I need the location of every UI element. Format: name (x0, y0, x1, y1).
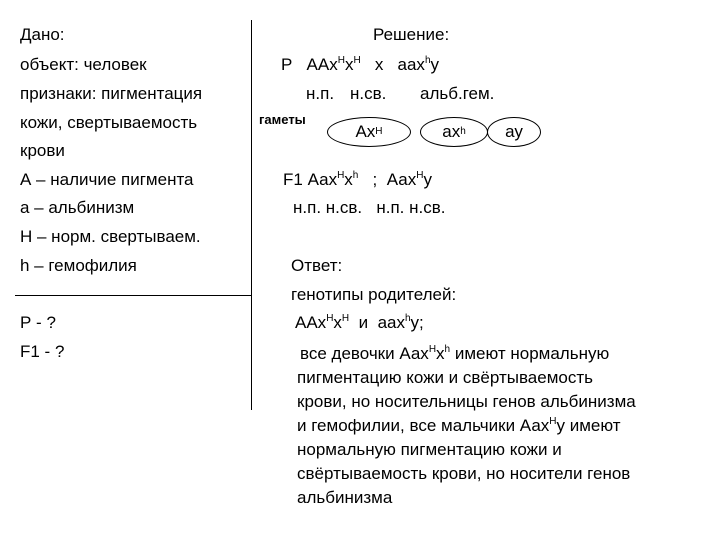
answer-line: и гемофилии, все мальчики Аах$^Н$у имеют (297, 416, 621, 435)
given-line: кожи, свертываемость (20, 113, 198, 132)
answer-line: нормальную пигментацию кожи и (297, 440, 562, 459)
answer-line: свёртываемость крови, но носители генов (297, 464, 631, 483)
solution-title: Решение: (373, 25, 450, 44)
answer-line: крови, но носительницы генов альбинизма (297, 392, 636, 411)
f1-phenotypes: н.п. н.св. н.п. н.св. (293, 198, 446, 217)
given-line: Н – норм. свертываем. (20, 227, 201, 246)
gamete-oval: Ах Н (327, 117, 411, 147)
given-line: объект: человек (20, 55, 147, 74)
given-title: Дано: (20, 25, 65, 44)
gametes-label: гаметы (259, 112, 306, 127)
given-divider (15, 295, 252, 296)
gamete-oval: ау (487, 117, 541, 147)
answer-line: альбинизма (297, 488, 393, 507)
given-line: А – наличие пигмента (20, 170, 194, 189)
answer-title: Ответ: (291, 256, 343, 275)
answer-genotypes-label: генотипы родителей: (291, 285, 457, 304)
answer-line: все девочки $Аах^Нх^h$ имеют нормальную (300, 344, 610, 363)
f1-genotypes: F1 $Аах^Нх^h$ ; Аах$^Н$у (283, 170, 432, 189)
parents-phenotype: н.п. (306, 84, 335, 103)
parents-cross: Р $ААх^Нх^Н$ х аах$^h$у (281, 55, 439, 74)
parents-phenotype: альб.гем. (420, 84, 495, 103)
given-line: а – альбинизм (20, 198, 135, 217)
answer-parent-genotypes: $ААх^Нх^Н$ и аах$^h$у; (295, 313, 424, 332)
find-line: F1 - ? (20, 342, 65, 361)
answer-text (297, 342, 707, 510)
answer-line: пигментацию кожи и свёртываемость (297, 368, 593, 387)
column-divider (251, 20, 252, 410)
given-line: признаки: пигментация (20, 84, 203, 103)
parents-phenotype: н.св. (350, 84, 387, 103)
find-line: Р - ? (20, 313, 56, 332)
gamete-oval: ах h (420, 117, 488, 147)
given-line: h – гемофилия (20, 256, 137, 275)
given-line: крови (20, 141, 65, 160)
